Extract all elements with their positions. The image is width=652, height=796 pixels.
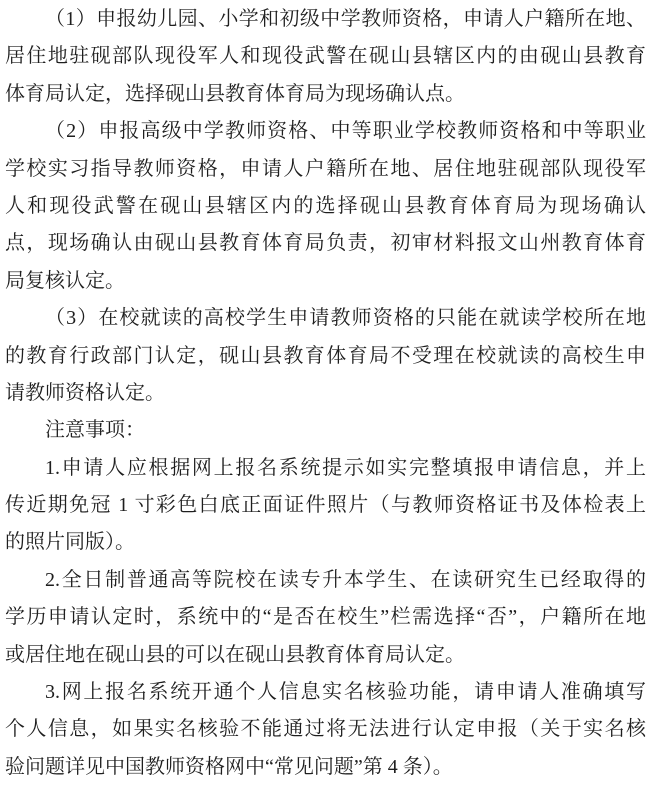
text-line: 局复核认定。 bbox=[5, 269, 125, 292]
text-line: （3）在校就读的高校学生申请教师资格的只能在就读学校所在地 bbox=[45, 307, 646, 330]
note-1 bbox=[5, 450, 646, 562]
text-line: 或居住地在砚山县的可以在砚山县教育体育局认定。 bbox=[5, 643, 465, 666]
text-line: 2.全日制普通高等院校在读专升本学生、在读研究生已经取得的 bbox=[45, 568, 646, 591]
text-line: 学校实习指导教师资格，申请人户籍所在地、居住地驻砚部队现役军 bbox=[5, 157, 646, 180]
notes-section bbox=[5, 412, 646, 449]
text-line: 人和现役武警在砚山县辖区内的选择砚山县教育体育局为现场确认 bbox=[5, 194, 646, 217]
text-line: 的照片同版）。 bbox=[5, 531, 135, 554]
text-line: 传近期免冠 1 寸彩色白底正面证件照片（与教师资格证书及体检表上 bbox=[5, 494, 646, 517]
text-line: 居住地驻砚部队现役军人和现役武警在砚山县辖区内的由砚山县教育 bbox=[5, 45, 646, 68]
note-2 bbox=[5, 562, 646, 674]
text-line: 1.申请人应根据网上报名系统提示如实完整填报申请信息，并上 bbox=[45, 456, 646, 479]
paragraph-1 bbox=[5, 1, 646, 113]
section-title-line: 注意事项： bbox=[45, 419, 145, 442]
paragraph-3 bbox=[5, 300, 646, 412]
text-line: 体育局认定，选择砚山县教育体育局为现场确认点。 bbox=[5, 82, 465, 105]
text-line: 个人信息，如果实名核验不能通过将无法进行认定申报（关于实名核 bbox=[5, 718, 646, 741]
text-line: （1）申报幼儿园、小学和初级中学教师资格，申请人户籍所在地、 bbox=[45, 8, 646, 30]
text-line: 的教育行政部门认定，砚山县教育体育局不受理在校就读的高校生申 bbox=[5, 344, 646, 367]
text-line: 3.网上报名系统开通个人信息实名核验功能，请申请人准确填写 bbox=[45, 681, 646, 704]
paragraph-2 bbox=[5, 113, 646, 300]
note-3 bbox=[5, 674, 646, 786]
text-line: （2）申报高级中学教师资格、中等职业学校教师资格和中等职业 bbox=[45, 120, 646, 143]
text-line: 点，现场确认由砚山县教育体育局负责，初审材料报文山州教育体育 bbox=[5, 232, 646, 255]
text-line: 验问题详见中国教师资格网中“常见问题”第 4 条）。 bbox=[5, 755, 453, 778]
text-line: 请教师资格认定。 bbox=[5, 381, 165, 404]
text-line: 学历申请认定时，系统中的“是否在校生”栏需选择“否”，户籍所在地 bbox=[5, 606, 646, 629]
